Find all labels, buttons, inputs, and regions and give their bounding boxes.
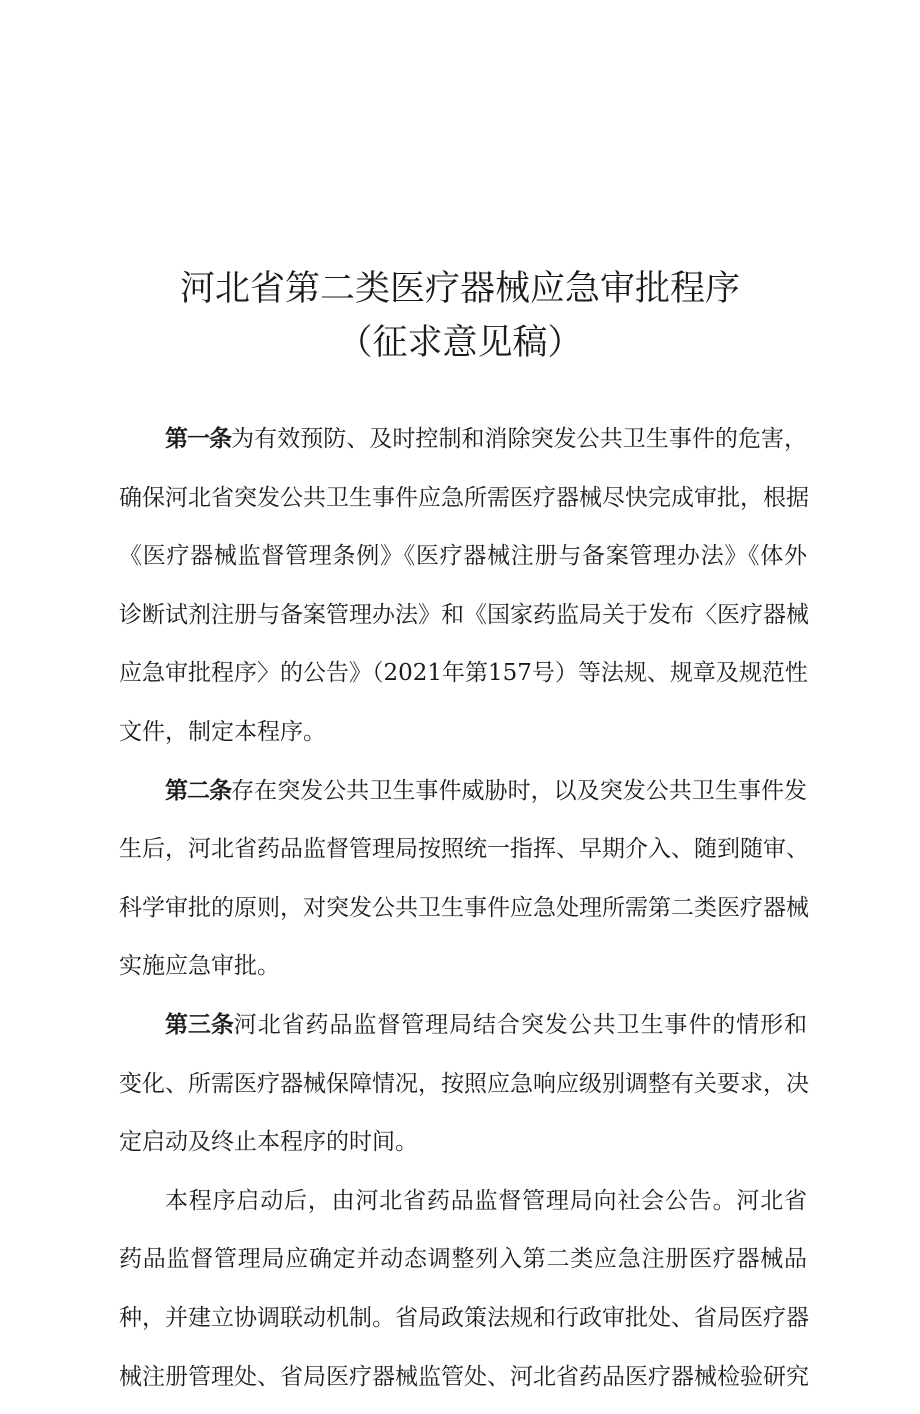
- paragraph-3-line-1: [119, 1004, 807, 1047]
- paragraph-1-line-2: 确保河北省突发公共卫生事件应急所需医疗器械尽快完成审批，根据: [119, 484, 809, 511]
- document-title: 河北省第二类医疗器械应急审批程序: [179, 269, 740, 309]
- article-3-heading: 第三条: [165, 1011, 234, 1038]
- paragraph-1-line-4: 诊断试剂注册与备案管理办法》和《国家药监局关于发布〈医疗器械: [119, 601, 809, 628]
- paragraph-1-line-6: 文件，制定本程序。: [119, 718, 326, 745]
- paragraph-3-line-2: 变化、所需医疗器械保障情况，按照应急响应级别调整有关要求，决: [119, 1070, 809, 1097]
- document-subtitle: （征求意见稿）: [337, 323, 583, 363]
- title-block: [0, 264, 920, 368]
- paragraph-3-line-3: 定启动及终止本程序的时间。: [119, 1129, 418, 1156]
- paragraph-2-line-3: 科学审批的原则，对突发公共卫生事件应急处理所需第二类医疗器械: [119, 894, 809, 921]
- paragraph-2-line-2: 生后，河北省药品监督管理局按照统一指挥、早期介入、随到随审、: [119, 836, 809, 863]
- paragraph-text: 为有效预防、及时控制和消除突发公共卫生事件的危害，: [231, 426, 808, 452]
- paragraph-1-line-1: [119, 418, 807, 461]
- paragraph-4-line-3: 种，并建立协调联动机制。省局政策法规和行政审批处、省局医疗器: [119, 1304, 809, 1331]
- paragraph-2-line-1: [119, 770, 807, 813]
- paragraph-4-line-2: 药品监督管理局应确定并动态调整列入第二类应急注册医疗器械品: [119, 1246, 807, 1273]
- article-1-heading: 第一条: [165, 426, 232, 452]
- paragraph-1-line-3: 《医疗器械监督管理条例》《医疗器械注册与备案管理办法》《体外: [119, 543, 807, 570]
- paragraph-4-line-4: 械注册管理处、省局医疗器械监管处、河北省药品医疗器械检验研究: [119, 1363, 809, 1390]
- paragraph-2-line-4: 实施应急审批。: [119, 953, 280, 980]
- document-body: [119, 418, 807, 1414]
- paragraph-text: 存在突发公共卫生事件威胁时，以及突发公共卫生事件发: [231, 777, 808, 804]
- paragraph-1-line-5: 应急审批程序〉的公告》（2021年第157号）等法规、规章及规范性: [119, 660, 808, 687]
- paragraph-4-line-1: 本程序启动后，由河北省药品监督管理局向社会公告。河北省: [165, 1187, 807, 1214]
- paragraph-text: 河北省药品监督管理局结合突发公共卫生事件的情形和: [233, 1011, 808, 1038]
- article-2-heading: 第二条: [165, 777, 232, 804]
